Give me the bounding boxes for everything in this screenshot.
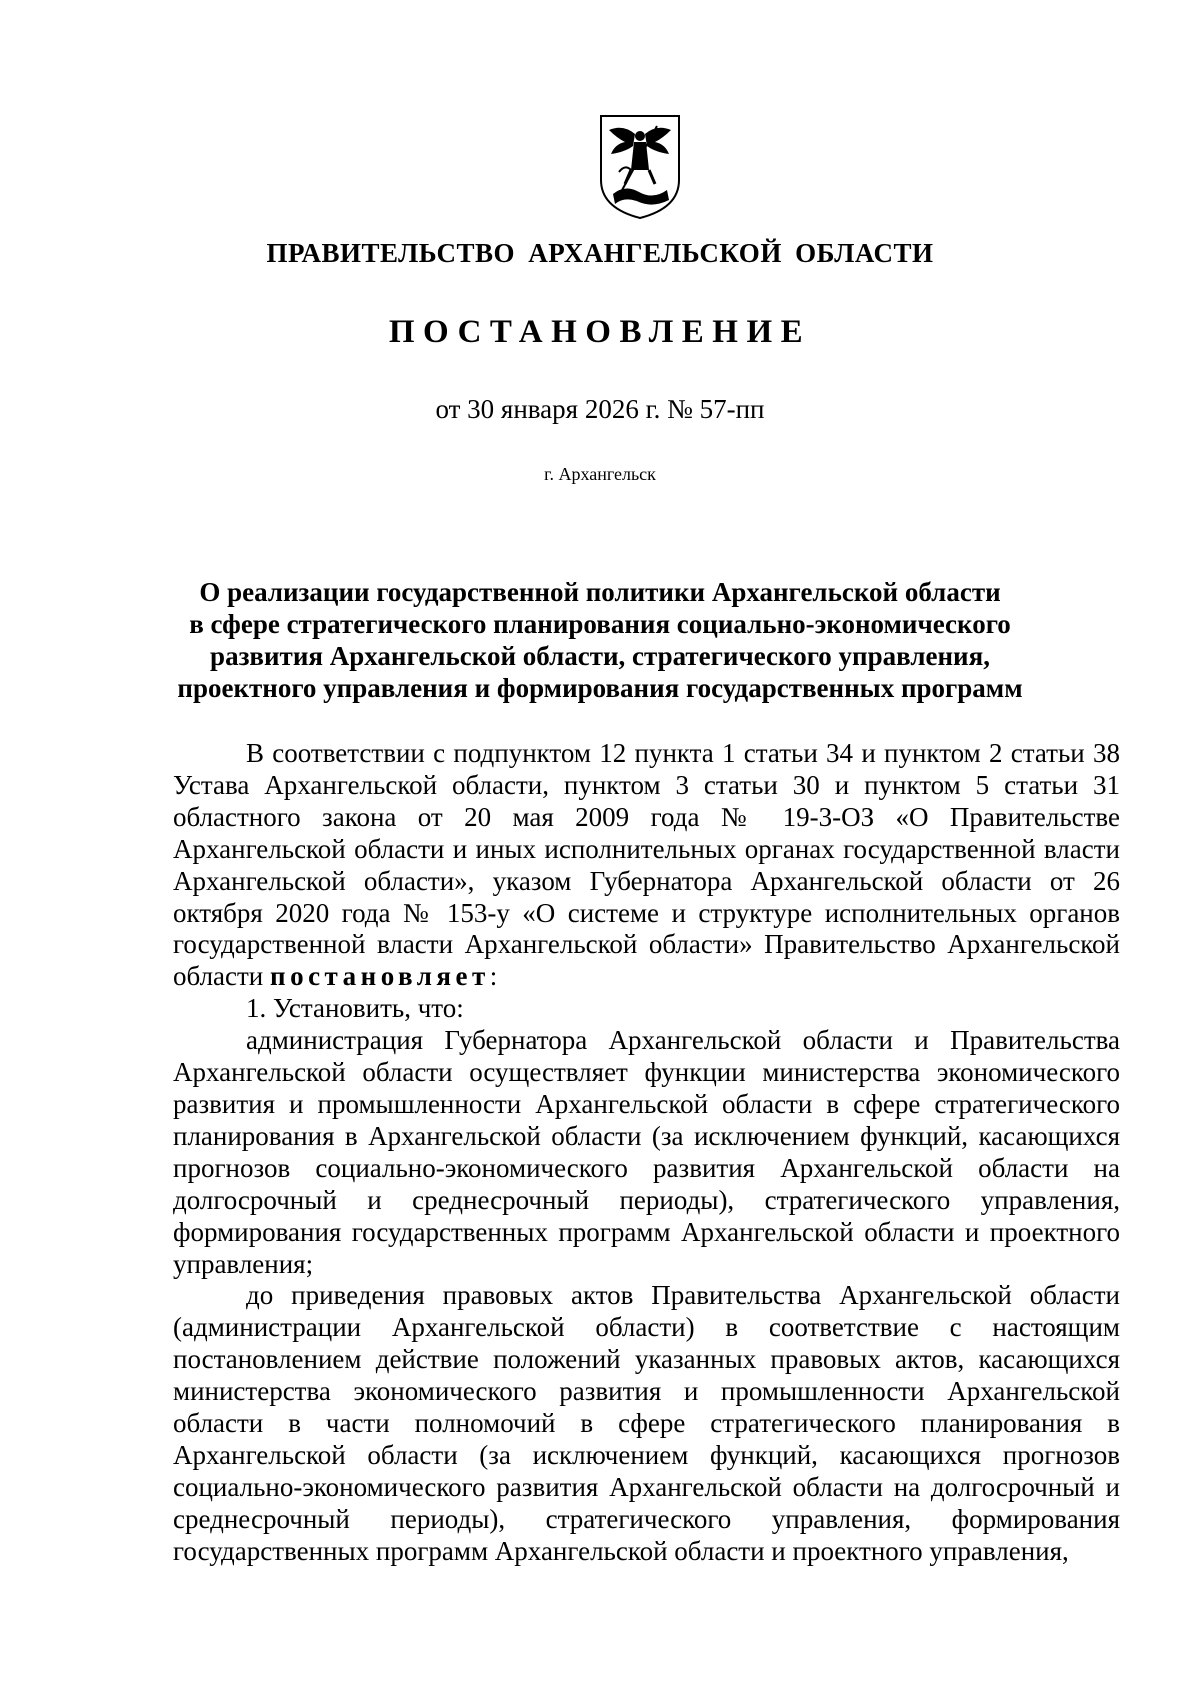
title-line: проектного управления и формирования государственных программ (177, 673, 1023, 703)
document-type: ПОСТАНОВЛЕНИЕ (388, 314, 812, 350)
title-line: в сфере стратегического планирования социально-экономического (189, 609, 1011, 639)
preamble-paragraph (173, 738, 1120, 993)
document-city: г. Архангельск (544, 464, 656, 484)
title-line: О реализации государственной политики Архангельской области (199, 577, 1001, 607)
body-paragraph: администрация Губернатора Архангельской области и Правительства Архангельской области осуществляет функции министерства экономического развития и промышленности Архангельской области в сфере стратегического планирования в Архангельской области (за исключением функций, касающихся прогнозов социально-экономического развития Архангельской области на долгосрочный и среднесрочный периоды), стратегического управления, формирования государственных программ Архангельской области и проектного управления; (173, 1025, 1120, 1279)
body-paragraph: до приведения правовых актов Правительства Архангельской области (администрации Архангельской области) в соответствие с настоящим постановлением действие положений указанных правовых актов, касающихся министерства экономического развития и промышленности Архангельской области в части полномочий в сфере стратегического планирования в Архангельской области (за исключением функций, касающихся прогнозов социально-экономического развития Архангельской области на долгосрочный и среднесрочный периоды), стратегического управления, формирования государственных программ Архангельской области и проектного управления, (173, 1280, 1120, 1566)
decree-word: постановляет (270, 961, 490, 992)
document-body (173, 738, 1120, 1568)
title-line: развития Архангельской области, стратегического управления, (210, 641, 990, 671)
decree-colon: : (489, 961, 498, 992)
document-title (150, 576, 1050, 704)
coat-of-arms-icon (595, 112, 685, 222)
organization-name: ПРАВИТЕЛЬСТВО АРХАНГЕЛЬСКОЙ ОБЛАСТИ (266, 238, 934, 268)
preamble-text: В соответствии с подпунктом 12 пункта 1 статьи 34 и пунктом 2 статьи 38 Устава Архангельской области, пунктом 3 статьи 30 и пунктом 5 статьи 31 областного закона от 20 мая 2009 года № 19-3-ОЗ «О Правительстве Архангельской области и иных исполнительных органах государственной власти Архангельской области», указом Губернатора Архангельской области от 26 октября 2020 года № 153-у «О системе и структуре исполнительных органов государственной власти Архангельской области» Правительство Архангельской области (173, 738, 1120, 992)
item-1-heading: 1. Установить, что: (246, 993, 464, 1024)
document-date-number: от 30 января 2026 г. № 57-пп (435, 394, 765, 424)
